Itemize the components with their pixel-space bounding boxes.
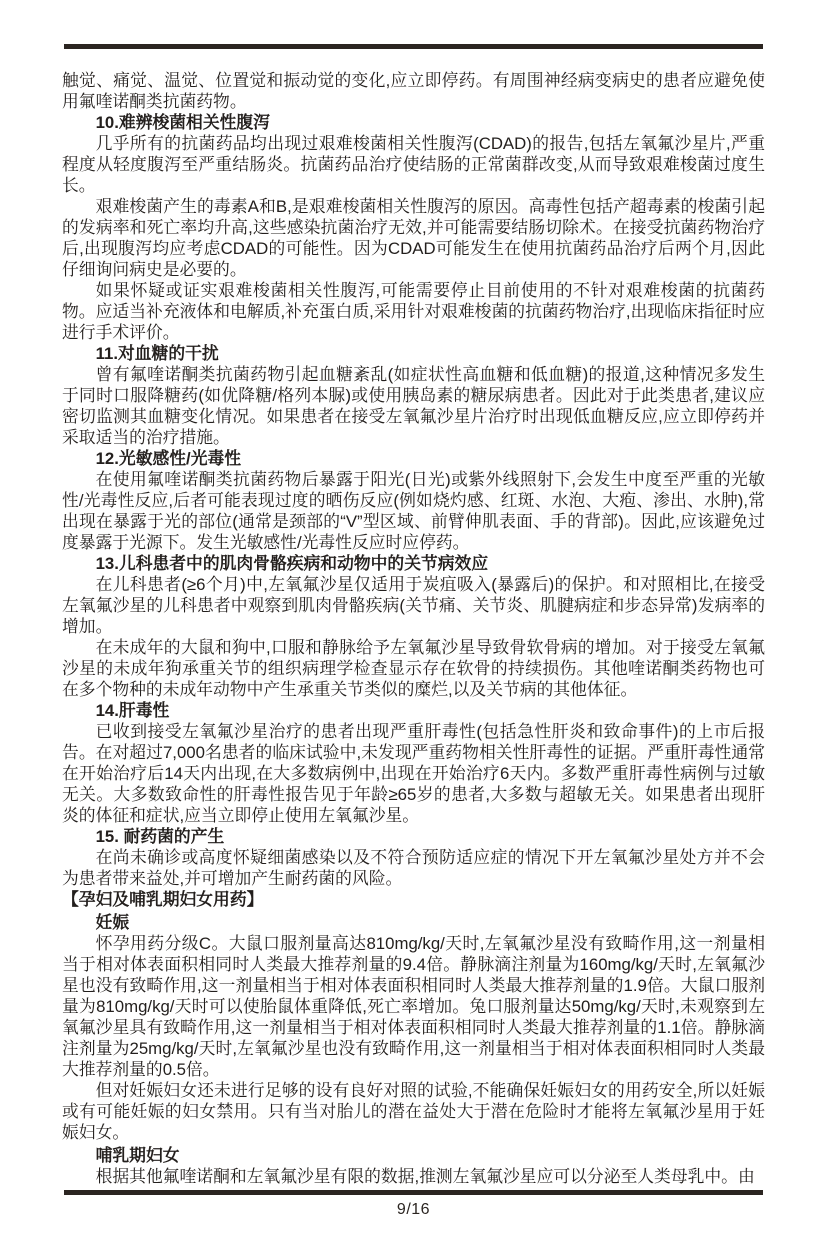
bracket-section-title: 【孕妇及哺乳期妇女用药】 bbox=[62, 890, 264, 909]
bottom-rule bbox=[64, 1190, 763, 1195]
numbered-heading: 15. 耐药菌的产生 bbox=[95, 827, 225, 846]
paragraph: 艰难梭菌产生的毒素A和B,是艰难梭菌相关性腹泻的原因。高毒性包括产超毒素的梭菌引起的发病率和死亡率均升高,这些感染抗菌治疗无效,并可能需要结肠切除术。在接受抗菌药物治疗后,出现腹泻均应考虑CDAD的可能性。因为CDAD可能发生在使用抗菌药品治疗后两个月,因此仔细询问病史是必要的。 bbox=[62, 197, 765, 279]
paragraph: 在未成年的大鼠和狗中,口服和静脉给予左氧氟沙星导致骨软骨病的增加。对于接受左氧氟沙星的未成年狗承重关节的组织病理学检查显示存在软骨的持续损伤。其他喹诺酮类药物也可在多个物种的未成年动物中产生承重关节类似的糜烂,以及关节病的其他体征。 bbox=[62, 638, 765, 699]
top-rule bbox=[64, 44, 763, 49]
paragraph: 怀孕用药分级C。大鼠口服剂量高达810mg/kg/天时,左氧氟沙星没有致畸作用,这一剂量相当于相对体表面积相同时人类最大推荐剂量的9.4倍。静脉滴注剂量为160mg/kg/天时,左氧氟沙星也没有致畸作用,这一剂量相当于相对体表面积相同时人类最大推荐剂量的1.9倍。大鼠口服剂量为810mg/kg/天时可以使胎鼠体重降低,死亡率增加。兔口服剂量达50mg/kg/天时,未观察到左氧氟沙星具有致畸作用,这一剂量相当于相对体表面积相同时人类最大推荐剂量的1.1倍。静脉滴注剂量为25mg/kg/天时,左氧氟沙星也没有致畸作用,这一剂量相当于相对体表面积相同时人类最大推荐剂量的0.5倍。 bbox=[62, 934, 765, 1079]
document-body bbox=[62, 70, 765, 1187]
numbered-heading: 11.对血糖的干扰 bbox=[95, 344, 219, 363]
numbered-heading: 13.儿科患者中的肌肉骨骼疾病和动物中的关节病效应 bbox=[95, 554, 489, 573]
paragraph: 在使用氟喹诺酮类抗菌药物后暴露于阳光(日光)或紫外线照射下,会发生中度至严重的光敏性/光毒性反应,后者可能表现过度的晒伤反应(例如烧灼感、红斑、水泡、大疱、渗出、水肿),常出现在暴露于光的部位(通常是颈部的“V”型区域、前臂伸肌表面、手的背部)。因此,应该避免过度暴露于光源下。发生光敏感性/光毒性反应时应停药。 bbox=[62, 470, 765, 552]
numbered-heading: 14.肝毒性 bbox=[95, 701, 170, 720]
paragraph: 根据其他氟喹诺酮和左氧氟沙星有限的数据,推测左氧氟沙星应可以分泌至人类母乳中。由 bbox=[95, 1167, 755, 1186]
paragraph: 在尚未确诊或高度怀疑细菌感染以及不符合预防适应症的情况下开左氧氟沙星处方并不会为患者带来益处,并可增加产生耐药菌的风险。 bbox=[62, 848, 765, 888]
paragraph: 在儿科患者(≥6个月)中,左氧氟沙星仅适用于炭疽吸入(暴露后)的保护。和对照相比,在接受左氧氟沙星的儿科患者中观察到肌肉骨骼疾病(关节痛、关节炎、肌腱病症和步态异常)发病率的增加。 bbox=[62, 575, 765, 636]
paragraph: 曾有氟喹诺酮类抗菌药物引起血糖紊乱(如症状性高血糖和低血糖)的报道,这种情况多发生于同时口服降糖药(如优降糖/格列本脲)或使用胰岛素的糖尿病患者。因此对于此类患者,建议应密切监测其血糖变化情况。如果患者在接受左氧氟沙星片治疗时出现低血糖反应,应立即停药并采取适当的治疗措施。 bbox=[62, 365, 765, 447]
paragraph: 如果怀疑或证实艰难梭菌相关性腹泻,可能需要停止目前使用的不针对艰难梭菌的抗菌药物。应适当补充液体和电解质,补充蛋白质,采用针对艰难梭菌的抗菌药物治疗,出现临床指征时应进行手术评价。 bbox=[62, 281, 765, 342]
numbered-heading: 12.光敏感性/光毒性 bbox=[95, 449, 242, 468]
numbered-heading: 10.难辨梭菌相关性腹泻 bbox=[95, 113, 270, 132]
paragraph: 几乎所有的抗菌药品均出现过艰难梭菌相关性腹泻(CDAD)的报告,包括左氧氟沙星片,严重程度从轻度腹泻至严重结肠炎。抗菌药品治疗使结肠的正常菌群改变,从而导致艰难梭菌过度生长。 bbox=[62, 134, 765, 195]
paragraph: 但对妊娠妇女还未进行足够的设有良好对照的试验,不能确保妊娠妇女的用药安全,所以妊娠或有可能妊娠的妇女禁用。只有当对胎儿的潜在益处大于潜在危险时才能将左氧氟沙星用于妊娠妇女。 bbox=[62, 1081, 765, 1142]
page-number: 9/16 bbox=[396, 1201, 431, 1218]
continuation-paragraph: 触觉、痛觉、温觉、位置觉和振动觉的变化,应立即停药。有周围神经病变病史的患者应避免使用氟喹诺酮类抗菌药物。 bbox=[62, 71, 765, 111]
sub-heading: 妊娠 bbox=[95, 913, 130, 932]
paragraph: 已收到接受左氧氟沙星治疗的患者出现严重肝毒性(包括急性肝炎和致命事件)的上市后报告。在对超过7,000名患者的临床试验中,未发现严重药物相关性肝毒性的证据。严重肝毒性通常在开始治疗后14天内出现,在大多数病例中,出现在开始治疗6天内。多数严重肝毒性病例与过敏无关。大多数致命性的肝毒性报告见于年龄≥65岁的患者,大多数与超敏无关。如果患者出现肝炎的体征和症状,应当立即停止使用左氧氟沙星。 bbox=[62, 722, 765, 825]
sub-heading: 哺乳期妇女 bbox=[95, 1146, 180, 1165]
